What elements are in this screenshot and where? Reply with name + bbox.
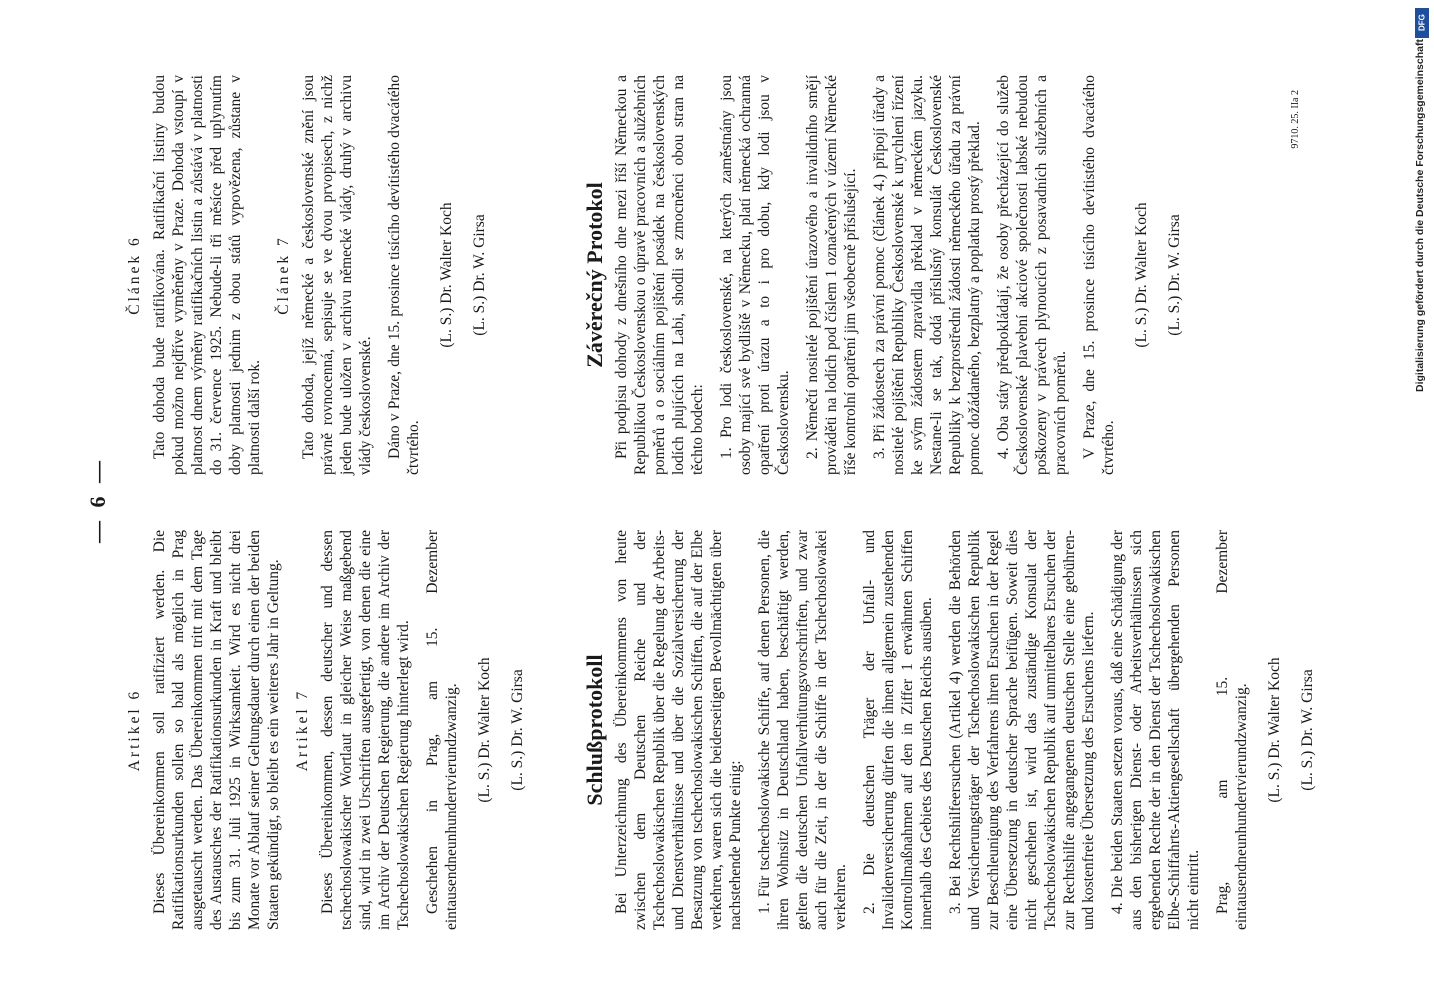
rotated-content xyxy=(85,70,1315,930)
protocol-intro-de: Bei Unterzeichnung des Übereinkommens von heute zwischen dem Deutschen Reiche und der Tschechoslowakischen Republik über die Regelung der Arbeits- und Dienstverhältnisse und über die Sozialversicherung der Besatzung von tschechoslowakischen Schiffen, die auf der Elbe verkehren, waren sich die beiderseitigen Bevollmächtigten über nachstehende Punkte einig: xyxy=(613,530,744,930)
protocol-signature-koch-cs: (L. S.) Dr. Walter Koch xyxy=(1133,202,1150,348)
protocol-done-text-cs: V Praze, dne 15. prosince tisícího devítistého dvacátého čtvrtého. xyxy=(1081,75,1117,475)
page-number: — 6 — xyxy=(85,457,110,543)
digitization-credit: Digitalisierung gefördert durch die Deutsche Forschungsgemeinschaft xyxy=(1414,39,1426,392)
article-7-text-de: Dieses Übereinkommen, dessen deutscher und dessen tschechoslowakischer Wortlaut in gleicher Weise maßgebend sind, wird in zwei Urschriften ausgefertigt, von denen die eine im Archiv der Deutschen Regierung, die andere im Archiv der Tschechoslowakischen Regierung hinterlegt wird. xyxy=(319,530,412,930)
signature-koch-de: (L. S.) Dr. Walter Koch xyxy=(476,657,493,803)
signature-girsa-de: (L. S.) Dr. W. Girsa xyxy=(509,669,526,791)
protocol-point-3-de: 3. Bei Rechtshilfeersuchen (Artikel 4) werden die Behörden und Versicherungsträger der Tschechoslowakischen Republik zur Beschleunigung des Verfahrens ihren Ersuchen in der Regel eine Übersetzung in deutscher Sprache beifügen. Soweit dies nicht geschehen ist, wird das zuständige Konsulat der Tschechoslowakischen Republik auf unmittelbares Ersuchen der zur Rechtshilfe angegangenen deutschen Stelle eine gebühren- und kostenfreie Übersetzung des Ersuchens liefern. xyxy=(947,530,1097,930)
article-6-text-cs: Tato dohoda bude ratifikována. Ratifikační listiny budou pokud možno nejdříve vyměněny v Praze. Dohoda vstoupí v platnost dnem výměny ratifikačních listin a zůstává v platnosti do 31. července 1925. Nebude-li tři měsíce před uplynutím doby platnosti jednim z obou států vypovězena, zůstane v platnosti další rok. xyxy=(151,75,263,475)
protocol-point-4-de: 4. Die beiden Staaten setzen voraus, daß eine Schädigung der aus den bisherigen Dienst- oder Arbeitsverhältnissen sich ergebenden Rechte der in den Dienst der Tschechoslowakischen Elbe-Schiffahrts-Aktiengesellschaft übergehenden Personen nicht eintritt. xyxy=(1109,530,1202,930)
protocol-done-text-de: Prag, am 15. Dezember eintausendneunhundertvierundzwanzig. xyxy=(1214,530,1250,930)
done-at-text-cs: Dáno v Praze, dne 15. prosince tisícího devítistého dvacátého čtvrtého. xyxy=(386,75,422,475)
dfg-side-strip xyxy=(1412,0,1434,1000)
protocol-heading-cs: Závěrečný Protokol xyxy=(582,182,607,368)
article-6-heading-de: Artikel 6 xyxy=(126,688,143,772)
protocol-point-3-cs: 3. Při žádostech za právní pomoc (článek 4.) připojí úřady a nositelé pojištění Republiky Československé k urychlení řízení ke svým žádostem zpravidla překlad v německém jazyku. Nestane-li se tak, dodá příslušný konsulát Československé Republiky k bezprostřední žádosti německého úřadu za právní pomoc dožádaného, bezplatný a poplatku prostý překlad. xyxy=(871,75,983,475)
article-6-heading-cs: Článek 6 xyxy=(126,235,143,315)
dfg-logo: DFG xyxy=(1415,8,1429,38)
article-6-text-de: Dieses Übereinkommen soll ratifiziert werden. Die Ratifikationsurkunden sollen so bald als möglich in Prag ausgetauscht werden. Das Übereinkommen tritt mit dem Tage des Austausches der Ratifikationsurkunden in Kraft und bleibt bis zum 31. Juli 1925 in Wirksamkeit. Wird es nicht drei Monate vor Ablauf seiner Geltungsdauer durch einen der beiden Staaten gekündigt, so bleibt es ein weiteres Jahr in Geltung. xyxy=(151,530,282,930)
article-7-text-cs: Tato dohoda, jejíž německé a československé znění jsou právně rovnocenná, sepisuje se ve dvou prvopisech, z nichž jeden bude uložen v archivu německé vlády, druhý v archivu vlády československé. xyxy=(300,75,374,475)
protocol-point-1-de: 1. Für tschechoslowakische Schiffe, auf denen Personen, die ihren Wohnsitz in Deutschland haben, beschäftigt werden, gelten die deutschen Unfallverhütungsvorschriften, und zwar auch für die Zeit, in der die Schiffe in der Tschechoslowakei verkehren. xyxy=(756,530,849,930)
protocol-point-2-de: 2. Die deutschen Träger der Unfall- und Invalidenversicherung dürfen die ihnen allgemein zustehenden Kontrollmaßnahmen auf den in Ziffer 1 erwähnten Schiffen innerhalb des Gebiets des Deutschen Reichs ausüben. xyxy=(861,530,935,930)
german-column-articles xyxy=(125,530,527,930)
protocol-heading-de: Schlußprotokoll xyxy=(582,654,607,806)
protocol-signature-girsa-de: (L. S.) Dr. W. Girsa xyxy=(1299,669,1316,791)
czech-column-protocol xyxy=(582,75,1184,475)
czech-column-articles xyxy=(125,75,489,475)
german-column-protocol xyxy=(582,530,1317,930)
print-mark: 9710. 25. IIa 2 xyxy=(1290,90,1301,149)
protocol-point-2-cs: 2. Němečtí nositelé pojištění úrazového a invalidního smějí prováděti na lodích pod číslem 1 označených v území Německé říše kontrolní opatření jim všeobecně příslušející. xyxy=(804,75,859,475)
article-7-heading-cs: Článek 7 xyxy=(275,235,292,315)
signature-koch-cs: (L. S.) Dr. Walter Koch xyxy=(438,202,455,348)
protocol-intro-cs: Při podpisu dohody z dnešního dne mezi říší Německou a Republikou Československou o úpravě pracovních a služebních poměrů a o sociálním pojištění posádek na československých lodích plujících na Labi, shodli se zmocněnci obou stran na těchto bodech: xyxy=(613,75,706,475)
protocol-signature-koch-de: (L. S.) Dr. Walter Koch xyxy=(1266,657,1283,803)
done-at-text-de: Geschehen in Prag, am 15. Dezember eintausendneunhundertvierundzwanzig. xyxy=(424,530,460,930)
protocol-point-1-cs: 1. Pro lodi československé, na kterých zaměstnány jsou osoby mající své bydliště v Německu, platí německá ochranná opatření proti úrazu a to i pro dobu, kdy lodi jsou v Československu. xyxy=(718,75,792,475)
protocol-point-4-cs: 4. Oba státy předpokládají, že osoby přecházející do služeb Československé plavební akciové společnosti labské nebudou poškozeny v právech plynoucích z posavadních služebních a pracovních poměrů. xyxy=(995,75,1069,475)
article-7-heading-de: Artikel 7 xyxy=(294,688,311,772)
signature-girsa-cs: (L. S.) Dr. W. Girsa xyxy=(471,214,488,336)
protocol-signature-girsa-cs: (L. S.) Dr. W. Girsa xyxy=(1166,214,1183,336)
